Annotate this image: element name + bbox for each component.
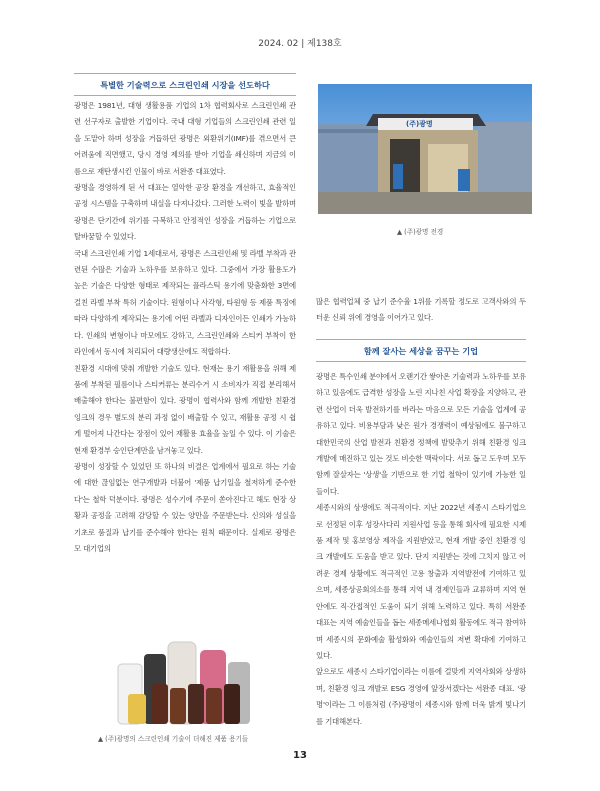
products-photo-caption: ▲ (주)광명의 스크린인쇄 기술이 더해진 제품 용기들 (98, 735, 249, 743)
section2-paragraph-1: 광명은 특수인쇄 분야에서 오랜기간 쌓아온 기술력과 노하우를 보유하고 있음에도 급격한 성장을 노린 지나친 사업 확장을 지양하고, 관련 산업이 더욱 발전하기를 바라는 마음으로 모든 기술을 업계에 공유하고 있다. 비용부담과 낮은 원가 경쟁력이 예상됨에도 불구하고 대한민국의 산업 발전과 친환경 정책에 발맞추기 위해 친환경 잉크 개발에 매진하고 있는 것도 비슷한 맥락이다. 서로 돕고 도우며 모두 함께 잘살자는 '상생'을 기반으로 한 기업 철학이 있기에 가능한 일들이다. (316, 372, 526, 496)
right-column-text (316, 369, 526, 730)
section1-paragraph-3: 국내 스크린인쇄 기업 1세대로서, 광명은 스크린인쇄 및 라벨 부착과 관련된 수많은 기술과 노하우를 보유하고 있다. 그중에서 가장 활용도가 높은 기술은 다양한 형태로 제작되는 플라스틱 용기에 맞춤화한 3면에 걸친 라벨 부착 특허 기술이다. 원형이나 사각형, 타원형 등 제품 특징에 따라 다양하게 제작되는 용기에 어떤 라벨과 디자인이든 인쇄가 가능하다. 인쇄의 변형이나 마모에도 강하고, 스크린인쇄와 스티커 부착이 한 라인에서 동시에 처리되어 대량생산에도 적합하다. (74, 248, 296, 357)
factory-sign: (주)광명 (406, 120, 433, 128)
issue-header: 2024. 02 | 제138호 (258, 39, 342, 49)
section2-title: 함께 잘사는 세상을 꿈꾸는 기업 (363, 346, 479, 356)
factory-photo-caption: ▲ (주)광명 전경 (397, 228, 444, 236)
products-photo (108, 636, 268, 728)
section2-rule-top (316, 339, 526, 340)
section2-rule-bottom (316, 361, 526, 362)
factory-illustration (318, 84, 532, 214)
section1-title: 특별한 기술력으로 스크린인쇄 시장을 선도하다 (100, 80, 270, 90)
section2-paragraph-3: 앞으로도 세종시 스타기업이라는 이름에 걸맞게 지역사회와 상생하며, 친환경 잉크 개발로 ESG 경영에 앞장서겠다는 서완종 대표. '광명'이라는 그 이름처럼 (주)광명이 세종시와 함께 더욱 밝게 빛나기를 기대해본다. (316, 667, 526, 726)
section1-paragraph-5: 광명이 성장할 수 있었던 또 하나의 비결은 업계에서 필요로 하는 기술에 대한 끊임없는 연구개발과 더불어 '제품 납기일을 철저하게 준수한다'는 철학 덕분이다. 광명은 성수기에 주문이 쏟아진다고 해도 현장 상황과 공정을 고려해 감당할 수 있는 양만을 주문받는다. 신의와 성실을 기초로 품질과 납기를 준수해야 한다는 원칙 때문이다. 실제로 광명은 모 대기업의 (74, 461, 296, 553)
section1-rule-top (74, 73, 296, 74)
right-column-continuation: 많은 협력업체 중 납기 준수율 1위를 기록할 정도로 고객사와의 두터운 신뢰 위에 경영을 이어가고 있다. (316, 297, 526, 323)
bottles-illustration (108, 636, 268, 728)
section1-paragraph-2: 광명을 경영하게 된 서 대표는 열악한 공장 환경을 개선하고, 효율적인 공정 시스템을 구축하며 내실을 다져나갔다. 그러한 노력이 빛을 발하며 광명은 단기간에 위기를 극복하고 안정적인 성장을 거듭하는 기업으로 탈바꿈할 수 있었다. (74, 183, 296, 242)
section1-rule-bottom (74, 95, 296, 96)
left-column-text (74, 98, 296, 557)
factory-photo (318, 84, 532, 214)
section1-paragraph-1: 광명은 1981년, 대형 생활용품 기업의 1차 협력회사로 스크린인쇄 관련 선구자로 출발한 기업이다. 국내 대형 기업들의 스크린인쇄 관련 일을 도맡아 하며 성장을 거듭하던 광명은 외환위기(IMF)를 겪으면서 큰 어려움에 직면했고, 당시 경영 제의를 받아 기업을 쇄신하며 지금의 이름으로 재탄생시킨 인물이 바로 서완종 대표였다. (74, 101, 296, 176)
page-number: 13 (293, 750, 307, 761)
section1-paragraph-4: 친환경 시대에 맞춰 개발한 기술도 있다. 현재는 용기 재활용을 위해 제품에 부착된 필름이나 스티커류는 분리수거 시 소비자가 직접 분리해서 배출해야 한다는 불편함이 있다. 광명이 협력사와 함께 개발한 친환경 잉크의 경우 별도의 분리 과정 없이 배출할 수 있고, 재활용 공정 시 쉽게 떨어져 나간다는 장점이 있어 재활용 효율을 높일 수 있다. 이 기술은 현재 환경부 승인단계만을 남겨놓고 있다. (74, 363, 296, 455)
section2-paragraph-2: 세종시와의 상생에도 적극적이다. 지난 2022년 세종시 스타기업으로 선정된 이후 성장사다리 지원사업 등을 통해 회사에 필요한 시제품 제작 및 홍보영상 제작을 지원받았고, 현재 개발 중인 친환경 잉크 개발에도 도움을 받고 있다. 단지 지원받는 것에 그치지 않고 어려운 경제 상황에도 적극적인 고용 창출과 지역발전에 기여하고 있으며, 세종상공회의소를 통해 지역 내 경제인들과 교류하며 지역 현안에도 직·간접적인 도움이 되기 위해 노력하고 있다. 특히 서완종 대표는 지역 예술인들을 돕는 세종메세나협회 활동에도 적극 참여하며 세종시의 문화예술 활성화와 예술인들의 저변 확대에 기여하고 있다. (316, 503, 526, 660)
